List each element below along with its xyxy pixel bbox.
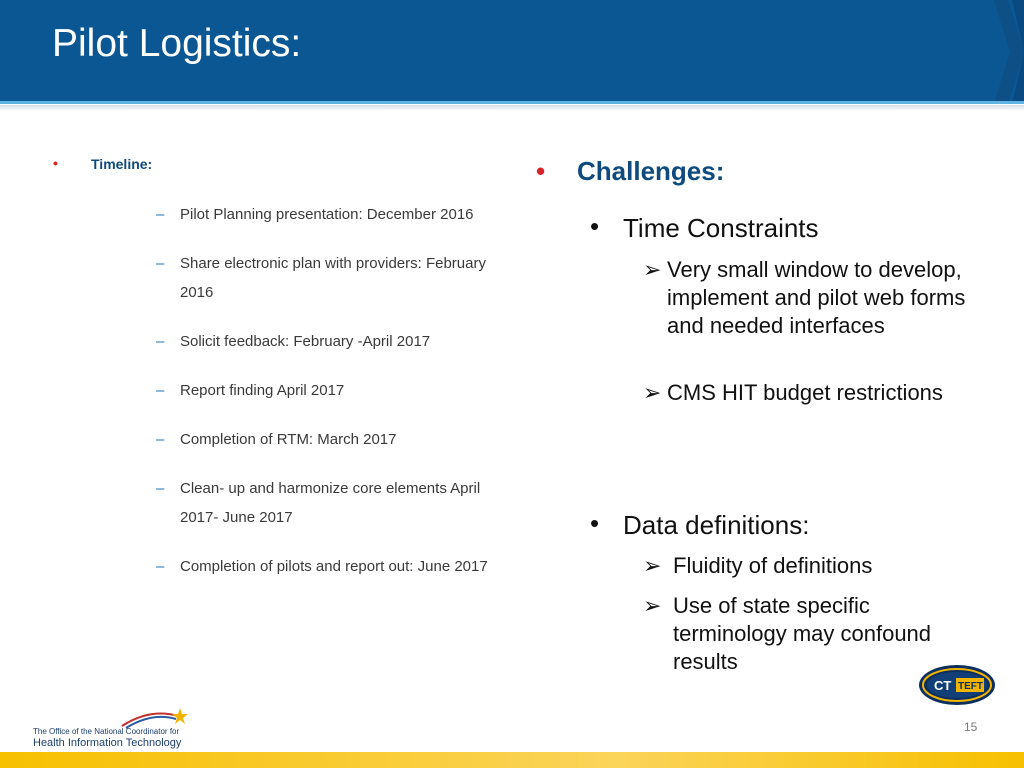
dash-bullet-icon: – [156, 480, 165, 497]
bullet-icon: • [536, 156, 546, 186]
footer-bar [0, 752, 1024, 768]
arrow-bullet-icon: ➢ [643, 553, 662, 578]
onc-line-1: The Office of the National Coordinator for [33, 727, 180, 736]
title-banner [0, 0, 1024, 104]
list-item: – Share electronic plan with providers: February 2016 [156, 249, 496, 307]
timeline-list [156, 200, 496, 601]
ct-teft-logo [918, 664, 996, 706]
bullet-icon: • [53, 155, 58, 171]
arrow-bullet-icon: ➢ [643, 593, 662, 618]
dash-bullet-icon: – [156, 382, 165, 399]
challenge-item: ➢ Use of state specific terminology may confound results [643, 593, 932, 674]
banner-shadow [0, 105, 1024, 111]
list-item: – Clean- up and harmonize core elements April 2017- June 2017 [156, 474, 496, 532]
onc-line-2: Health Information Technology [33, 737, 182, 749]
arrow-bullet-icon: ➢ [643, 380, 662, 405]
banner-chevron-icon [994, 0, 1024, 104]
dash-bullet-icon: – [156, 255, 165, 272]
ct-logo-text: CT [934, 678, 952, 693]
bullet-icon: • [590, 211, 600, 241]
slide-title: Pilot Logistics: [52, 22, 302, 65]
dash-bullet-icon: – [156, 558, 165, 575]
challenge-item: ➢ CMS HIT budget restrictions [643, 380, 943, 405]
onc-logo [30, 706, 200, 751]
list-item: – Report finding April 2017 [156, 376, 496, 405]
challenge-item: ➢ Fluidity of definitions [643, 553, 873, 578]
bullet-icon: • [590, 508, 600, 538]
list-item: – Pilot Planning presentation: December 2016 [156, 200, 496, 229]
banner-stripe [0, 101, 1024, 104]
challenge-item: ➢ Very small window to develop, implement and pilot web forms and needed interfaces [643, 257, 966, 338]
dash-bullet-icon: – [156, 333, 165, 350]
page-number: 15 [964, 720, 978, 734]
list-item: – Completion of RTM: March 2017 [156, 425, 496, 454]
dash-bullet-icon: – [156, 431, 165, 448]
teft-logo-text: TEFT [958, 681, 983, 692]
list-item: – Completion of pilots and report out: June 2017 [156, 552, 496, 581]
dash-bullet-icon: – [156, 206, 165, 223]
arrow-bullet-icon: ➢ [643, 257, 662, 282]
list-item: – Solicit feedback: February -April 2017 [156, 327, 496, 356]
